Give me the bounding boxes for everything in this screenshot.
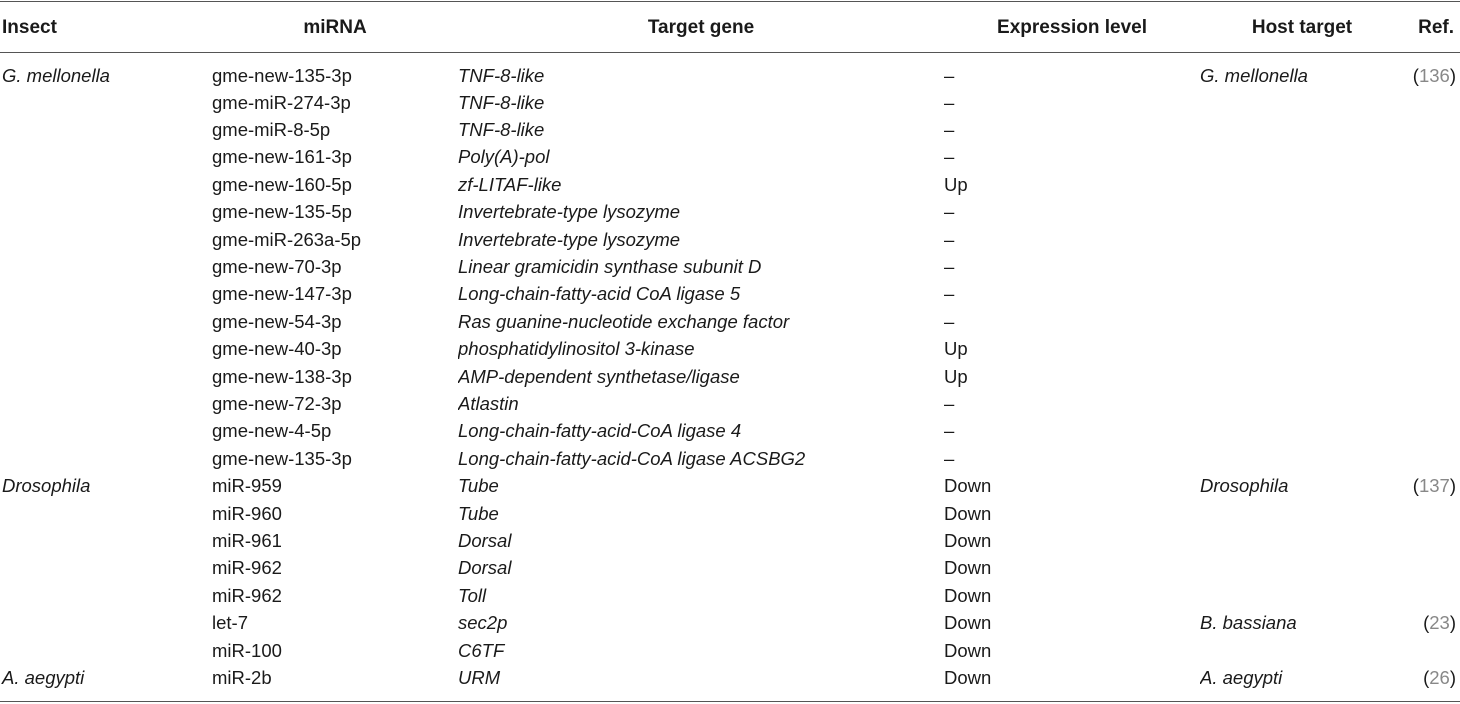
ref-link[interactable]: 26 [1429, 666, 1450, 688]
table-row [0, 472, 1460, 499]
cell-ref [1404, 637, 1460, 664]
table-row [0, 253, 1460, 280]
table-row [0, 226, 1460, 253]
cell-expression-level: – [944, 146, 955, 168]
cell-host-target [1200, 336, 1404, 363]
cell-host-target: Drosophila [1200, 475, 1289, 497]
cell-target-gene: Atlastin [458, 392, 519, 414]
cell-target-gene: Poly(A)-pol [458, 146, 550, 168]
cell-insect [0, 281, 212, 308]
cell-target-gene: zf-LITAF-like [458, 173, 562, 195]
table-header [0, 4, 1460, 52]
cell-mirna: gme-new-160-5p [212, 173, 352, 195]
bottom-rule [0, 701, 1460, 702]
header-insect: Insect [2, 17, 57, 38]
cell-insect: A. aegypti [2, 666, 85, 688]
header-ref: Ref. [1418, 17, 1454, 38]
cell-host-target: A. aegypti [1200, 666, 1283, 688]
cell-insect [0, 308, 212, 335]
cell-mirna: gme-miR-263a-5p [212, 228, 362, 250]
cell-host-target [1200, 582, 1404, 609]
cell-mirna: gme-new-40-3p [212, 338, 342, 360]
cell-ref: (26) [1423, 666, 1456, 688]
cell-mirna: gme-new-135-5p [212, 201, 352, 223]
cell-ref [1404, 116, 1460, 143]
cell-insect [0, 144, 212, 171]
table-row [0, 52, 1460, 89]
cell-host-target [1200, 363, 1404, 390]
cell-mirna: miR-2b [212, 666, 272, 688]
cell-insect [0, 199, 212, 226]
cell-insect [0, 171, 212, 198]
cell-target-gene: Dorsal [458, 529, 512, 551]
cell-expression-level: – [944, 228, 955, 250]
cell-insect [0, 500, 212, 527]
cell-ref [1404, 527, 1460, 554]
header-mirna: miRNA [303, 17, 367, 38]
cell-insect: Drosophila [2, 475, 91, 497]
table-row [0, 445, 1460, 472]
cell-expression-level: Down [944, 529, 992, 551]
table-row [0, 527, 1460, 554]
cell-expression-level: – [944, 119, 955, 141]
cell-ref [1404, 336, 1460, 363]
cell-host-target [1200, 555, 1404, 582]
cell-target-gene: Tube [458, 475, 499, 497]
cell-host-target [1200, 226, 1404, 253]
cell-ref [1404, 199, 1460, 226]
cell-mirna: miR-960 [212, 502, 282, 524]
cell-host-target [1200, 445, 1404, 472]
header-host-target: Host target [1251, 17, 1353, 38]
cell-ref: (23) [1423, 612, 1456, 634]
cell-host-target: B. bassiana [1200, 612, 1297, 634]
cell-expression-level: – [944, 447, 955, 469]
ref-link[interactable]: 137 [1418, 475, 1450, 497]
cell-target-gene: Long-chain-fatty-acid CoA ligase 5 [458, 283, 741, 305]
cell-ref [1404, 308, 1460, 335]
table-row [0, 555, 1460, 582]
cell-ref [1404, 555, 1460, 582]
cell-mirna: miR-961 [212, 529, 282, 551]
cell-target-gene: AMP-dependent synthetase/ligase [458, 365, 740, 387]
cell-target-gene: TNF-8-like [458, 64, 545, 86]
cell-ref: (136) [1412, 64, 1456, 86]
cell-expression-level: – [944, 310, 955, 332]
cell-host-target [1200, 390, 1404, 417]
header-target-gene: Target gene [647, 17, 755, 38]
table-row [0, 637, 1460, 664]
cell-expression-level: Up [944, 365, 968, 387]
cell-ref [1404, 445, 1460, 472]
cell-host-target: G. mellonella [1200, 64, 1308, 86]
cell-expression-level: Down [944, 502, 992, 524]
cell-insect [0, 363, 212, 390]
cell-expression-level: Down [944, 584, 992, 606]
cell-ref [1404, 281, 1460, 308]
cell-mirna: gme-new-70-3p [212, 256, 342, 278]
ref-link[interactable]: 23 [1429, 612, 1450, 634]
header-expression-level: Expression level [997, 17, 1147, 38]
cell-target-gene: URM [458, 666, 501, 688]
cell-target-gene: sec2p [458, 612, 508, 634]
cell-expression-level: Up [944, 173, 968, 195]
cell-insect [0, 253, 212, 280]
header-row [0, 4, 1460, 52]
cell-mirna: miR-962 [212, 557, 282, 579]
cell-ref [1404, 89, 1460, 116]
cell-mirna: gme-new-54-3p [212, 310, 342, 332]
table-row [0, 336, 1460, 363]
cell-mirna: gme-miR-8-5p [212, 119, 331, 141]
cell-target-gene: Linear gramicidin synthase subunit D [458, 256, 762, 278]
table-row [0, 89, 1460, 116]
cell-mirna: gme-new-147-3p [212, 283, 352, 305]
cell-mirna: gme-miR-274-3p [212, 91, 351, 113]
table-row [0, 500, 1460, 527]
cell-host-target [1200, 199, 1404, 226]
cell-insect [0, 390, 212, 417]
cell-expression-level: – [944, 283, 955, 305]
cell-insect [0, 445, 212, 472]
cell-target-gene: Long-chain-fatty-acid-CoA ligase 4 [458, 420, 742, 442]
cell-expression-level: – [944, 256, 955, 278]
table-row [0, 582, 1460, 609]
cell-insect: G. mellonella [2, 64, 110, 86]
cell-target-gene: C6TF [458, 639, 505, 661]
table-row [0, 363, 1460, 390]
cell-ref [1404, 418, 1460, 445]
table-row [0, 308, 1460, 335]
cell-mirna: gme-new-135-3p [212, 64, 352, 86]
table-row [0, 199, 1460, 226]
ref-link[interactable]: 136 [1418, 64, 1450, 86]
cell-host-target [1200, 144, 1404, 171]
table-row [0, 418, 1460, 445]
mirna-target-table [0, 4, 1460, 692]
cell-host-target [1200, 253, 1404, 280]
table-row [0, 144, 1460, 171]
cell-insect [0, 582, 212, 609]
cell-expression-level: Down [944, 557, 992, 579]
cell-host-target [1200, 637, 1404, 664]
cell-expression-level: – [944, 64, 955, 86]
cell-host-target [1200, 308, 1404, 335]
table-row [0, 609, 1460, 636]
cell-target-gene: TNF-8-like [458, 91, 545, 113]
cell-target-gene: Tube [458, 502, 499, 524]
cell-target-gene: Ras guanine-nucleotide exchange factor [458, 310, 790, 332]
cell-ref [1404, 253, 1460, 280]
cell-expression-level: – [944, 420, 955, 442]
cell-expression-level: Down [944, 666, 992, 688]
cell-expression-level: – [944, 91, 955, 113]
cell-mirna: gme-new-135-3p [212, 447, 352, 469]
cell-host-target [1200, 281, 1404, 308]
table-row [0, 664, 1460, 691]
cell-expression-level: Down [944, 612, 992, 634]
cell-ref [1404, 144, 1460, 171]
cell-host-target [1200, 500, 1404, 527]
table-row [0, 171, 1460, 198]
table-row [0, 281, 1460, 308]
cell-insect [0, 555, 212, 582]
cell-insect [0, 116, 212, 143]
cell-ref [1404, 171, 1460, 198]
cell-expression-level: Down [944, 639, 992, 661]
cell-expression-level: – [944, 392, 955, 414]
cell-mirna: miR-962 [212, 584, 282, 606]
cell-insect [0, 637, 212, 664]
top-rule [0, 1, 1460, 2]
cell-host-target [1200, 171, 1404, 198]
table-row [0, 390, 1460, 417]
cell-expression-level: Down [944, 475, 992, 497]
cell-ref: (137) [1412, 475, 1456, 497]
table-row [0, 116, 1460, 143]
cell-insect [0, 336, 212, 363]
cell-insect [0, 609, 212, 636]
cell-target-gene: phosphatidylinositol 3-kinase [458, 338, 695, 360]
cell-ref [1404, 363, 1460, 390]
cell-mirna: gme-new-72-3p [212, 392, 342, 414]
cell-target-gene: Dorsal [458, 557, 512, 579]
cell-insect [0, 527, 212, 554]
cell-ref [1404, 226, 1460, 253]
cell-ref [1404, 500, 1460, 527]
cell-mirna: let-7 [212, 612, 248, 634]
cell-target-gene: Long-chain-fatty-acid-CoA ligase ACSBG2 [458, 447, 806, 469]
cell-host-target [1200, 527, 1404, 554]
cell-mirna: miR-959 [212, 475, 282, 497]
cell-target-gene: Toll [458, 584, 487, 606]
cell-mirna: gme-new-161-3p [212, 146, 352, 168]
cell-ref [1404, 390, 1460, 417]
cell-target-gene: TNF-8-like [458, 119, 545, 141]
cell-mirna: gme-new-138-3p [212, 365, 352, 387]
cell-host-target [1200, 116, 1404, 143]
cell-mirna: miR-100 [212, 639, 282, 661]
cell-expression-level: Up [944, 338, 968, 360]
cell-insect [0, 418, 212, 445]
cell-mirna: gme-new-4-5p [212, 420, 332, 442]
table-body [0, 52, 1460, 692]
cell-ref [1404, 582, 1460, 609]
cell-target-gene: Invertebrate-type lysozyme [458, 228, 681, 250]
cell-host-target [1200, 418, 1404, 445]
cell-target-gene: Invertebrate-type lysozyme [458, 201, 681, 223]
cell-host-target [1200, 89, 1404, 116]
cell-insect [0, 89, 212, 116]
cell-expression-level: – [944, 201, 955, 223]
cell-insect [0, 226, 212, 253]
